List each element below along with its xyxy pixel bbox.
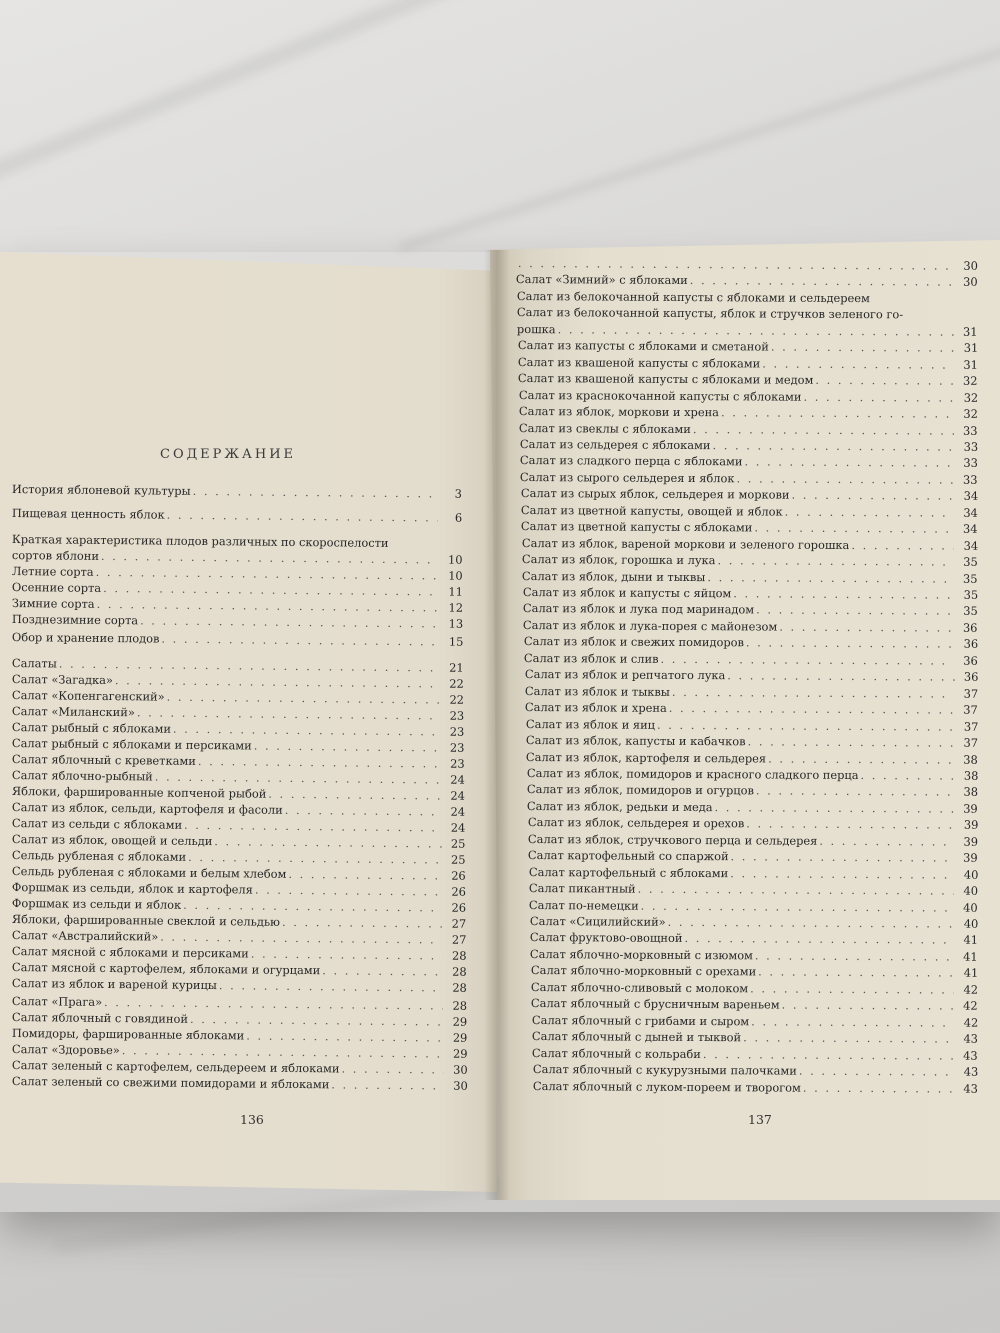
toc-leader-dots [251,947,443,963]
toc-leader-dots [758,965,954,980]
toc-entry-page: 22 [449,676,464,691]
toc-entry-page: 23 [449,740,465,755]
toc-entry-page: 39 [963,850,978,865]
toc-leader-dots [669,701,954,717]
toc-leader-dots [731,849,954,864]
toc-entry-page: 39 [963,817,978,833]
toc-entry-title: Салат из яблок и яиц [525,716,655,732]
toc-entry-page: 24 [450,788,466,803]
toc-entry-page: 33 [963,456,978,471]
toc-entry [526,766,978,783]
toc-entry-page: 34 [963,489,978,504]
toc-entry-page: 35 [963,554,978,569]
toc-entry-title: Салат из сырого сельдерея и яблок [520,469,735,486]
toc-leader-dots [193,484,438,501]
toc-leader-dots [155,769,441,786]
toc-leader-dots [672,685,954,701]
toc-leader-dots [743,1030,954,1045]
toc-leader-dots [254,739,441,755]
toc-entry-page: 32 [963,373,978,388]
toc-entry-page: 33 [963,472,978,487]
toc-entry-title: Пищевая ценность яблок [11,506,165,522]
toc-entry-page: 38 [963,768,978,783]
toc-entry-title: Сельдь рубленая с яблоками [11,848,187,864]
toc-entry-title: Салат из белокочанной капусты с яблоками и сельдереем [516,288,870,306]
toc-leader-dots [782,998,954,1013]
toc-entry-page: 31 [963,324,978,339]
toc-entry-title: Салат рыбный с яблоками [11,720,172,736]
toc-leader-dots [285,803,441,819]
toc-leader-dots [747,734,954,749]
toc-entry-title: Салат мясной с картофелем, яблоками и огурцами [11,960,321,978]
toc-entry-title: Форшмак из сельди и яблок [11,896,182,912]
toc-entry-page: 28 [452,964,467,979]
toc-leader-dots [173,722,440,739]
toc-leader-dots [756,603,954,618]
toc-leader-dots [667,915,954,931]
toc-entry-title: Салат из цветной капусты с яблоками [521,519,753,535]
toc-entry-title: Салат из яблок, капусты и кабачков [525,733,746,749]
toc-entry [526,750,978,767]
toc-leader-dots [730,866,954,881]
toc-entry-title: Салат из капусты с яблоками и сметаной [517,338,769,354]
toc-entry [522,569,978,586]
toc-entry-page: 31 [963,340,978,356]
toc-entry-title: Салат «Сицилийский» [529,914,666,929]
toc-leader-dots [246,1028,443,1044]
toc-entry-title: Салат картофельный с яблоками [528,864,728,880]
toc-entry-title: Салат из яблок, дыни и тыквы [522,568,706,584]
toc-entry-page: 32 [963,390,978,405]
toc-entry-title: Салат из яблок, вареной моркови и зеленого горошка [521,535,850,552]
toc-entry-page: 34 [963,521,978,536]
toc-entry-page: 41 [963,949,978,964]
toc-entry [530,914,978,931]
toc-entry-title: Салат из яблок и тыквы [524,683,670,699]
toc-leader-dots [188,850,442,867]
toc-entry [518,355,978,372]
toc-entry-title: Салат из яблок, помидоров и красного сладкого перца [526,765,859,782]
toc-entry-title: Салат яблочный с кукурузными палочками [532,1062,797,1078]
toc-entry-page: 40 [963,916,978,931]
toc-entry-title: История яблоневой культуры [11,482,191,498]
toc-entry-page: 23 [450,756,465,771]
toc-entry [525,717,978,734]
toc-entry [517,322,978,339]
toc-entry [524,651,978,668]
toc-entry-title: Салат зеленый со свежими помидорами и яблоками [11,1074,330,1092]
toc-leader-dots [785,504,954,519]
toc-leader-dots [341,1061,443,1076]
toc-entry-page: 30 [453,1078,468,1093]
toc-entry-page: 37 [963,735,978,750]
toc-entry [520,437,978,454]
toc-entry [530,947,978,964]
toc-entry-page: 35 [963,587,978,602]
toc-entry-title: Салат яблочно-морковный с изюмом [530,946,754,963]
toc-entry-page: 35 [963,604,978,619]
toc-entry-page: 36 [963,620,978,635]
toc-leader-dots [755,948,954,963]
toc-leader-dots [214,834,441,850]
toc-leader-dots [851,538,954,553]
toc-entry-page: 15 [448,634,464,649]
toc-entry [532,1013,978,1030]
toc-entry-page: 27 [451,916,467,931]
toc-entry-page: 23 [449,708,465,723]
toc-entry-title: Осенние сорта [11,580,102,595]
toc-leader-dots [184,818,441,835]
toc-entry-page: 34 [963,538,978,553]
toc-entry-title: Салат из яблок и слив [524,650,659,666]
toc-entry-title: Салат яблочный с брусничным вареньем [531,996,781,1012]
toc-entry-page: 39 [963,801,978,816]
toc-entry-page: 26 [451,900,467,915]
toc-entry-page: 23 [449,724,465,739]
toc-entry-title: Салат «Зимний» с яблоками [516,272,689,288]
toc-leader-dots [755,521,954,536]
toc-entry-title: Салат из квашеной капусты с яблоками [517,354,761,371]
toc-leader-dots [791,488,954,503]
toc-leader-dots [161,632,439,649]
toc-entry [523,585,978,602]
toc-entry-page: 40 [963,900,978,915]
toc-entry-title: Краткая характеристика плодов различных по скороспелости [11,532,389,550]
toc-entry-title: Салат из яблок и свежих помидоров [523,634,744,650]
toc-entry-title: Салат из квашеной капусты с яблоками и медом [518,371,814,387]
toc-entry-page: 29 [452,1046,468,1061]
toc-entry [527,799,978,816]
toc-entry-title: Салат яблочный с луком-пореем и творогом [532,1078,801,1095]
marble-vein [398,0,1000,251]
toc-entry-page: 27 [451,932,467,947]
toc-entry-page: 22 [449,692,465,707]
toc-entry-page: 29 [452,1014,468,1029]
toc-entry-title: Салат из яблок и лука-порея с майонезом [523,617,778,634]
toc-entry [528,832,978,849]
toc-leader-dots [198,754,441,771]
toc-entry-page: 11 [448,584,463,599]
toc-leader-dots [819,834,954,849]
toc-entry-title: Салат «Миланский» [11,704,135,720]
toc-entry-page: 43 [963,1031,978,1046]
toc-entry [522,552,978,569]
toc-entry-title: Салат из белокочанной капусты, яблок и стручков зеленого го- [516,305,904,322]
toc-entry [526,733,978,750]
toc-entry [525,684,978,701]
toc-entry-page: 33 [963,423,978,438]
toc-entry-page: 12 [448,600,464,615]
toc-leader-dots [518,256,954,273]
toc-entry-page: 39 [963,834,978,849]
toc-entry-title: Салат рыбный с яблоками и персиками [11,736,252,753]
toc-entry-page: 26 [451,884,466,899]
toc-leader-dots [756,784,954,799]
toc-entry [522,536,978,553]
toc-entry-title: Салат из яблок, картофеля и сельдерея [526,749,767,765]
toc-entry [519,404,978,421]
toc-leader-dots [799,1064,954,1079]
toc-leader-dots [219,978,443,994]
toc-entry-page: 30 [453,1062,468,1077]
toc-entry-page: 35 [963,571,978,586]
toc-entry [532,1029,978,1046]
toc-leader-dots [638,882,954,898]
toc-leader-dots [745,455,954,470]
toc-leader-dots [690,273,954,289]
toc-leader-dots [771,340,954,355]
toc-leader-dots [322,963,443,978]
toc-entry-page: 43 [963,1064,978,1079]
toc-leader-dots [768,751,954,766]
toc-entry-title: Салат мясной с яблоками и персиками [11,944,249,961]
toc-entry-page: 10 [448,552,463,567]
toc-entry-title: Салат из цветной капусты, овощей и яблок [521,502,783,519]
toc-entry-title: Салат яблочно-рыбный [11,768,153,784]
toc-leader-dots [167,508,439,525]
toc-entry-page: 42 [963,998,978,1013]
toc-leader-dots [803,1080,954,1095]
toc-entry-title: Форшмак из сельди, яблок и картофеля [11,880,253,897]
toc-entry-page: 33 [963,439,978,454]
toc-entry-title: Салат «Здоровье» [11,1042,120,1058]
toc-entry-title: Салат из сельдерея с яблоками [519,436,711,453]
toc-leader-dots [746,636,954,651]
toc-entry-page: 25 [451,852,466,867]
toc-entry-page: 30 [963,275,978,290]
toc-entry-page: 43 [963,1048,978,1063]
toc-leader-dots [708,570,954,586]
page-number-left: 136 [240,1112,264,1127]
toc-entry-page: 3 [454,486,462,501]
toc-entry-page: 36 [963,637,978,652]
toc-entry-title: Салат из сырых яблок, сельдерея и моркови [520,486,790,502]
toc-entry-page: 43 [963,1081,978,1096]
toc-entry-page: 37 [963,702,978,717]
toc-leader-dots [733,586,954,601]
toc-entry-title: Салат из яблок, редьки и меда [527,798,713,814]
toc-entry-title: Салат «Загадка» [11,672,113,688]
toc-entry-title: Салат из яблок, моркови и хрена [518,404,720,420]
toc-leader-dots [190,1012,443,1029]
toc-heading: СОДЕРЖАНИЕ [160,447,297,462]
toc-entry-title: Зимние сорта [11,596,95,611]
toc-entry [531,980,978,997]
toc-leader-dots [167,690,440,707]
toc-entry [529,898,978,915]
toc-entry-page: 38 [963,752,978,767]
toc-entry-page: 40 [963,867,978,882]
toc-entry-page: 28 [451,948,467,963]
toc-entry [518,371,978,388]
toc-entry-title: сортов яблони [11,548,100,563]
toc-entry-title: Салат из сладкого перца с яблоками [519,453,743,469]
toc-entry-title: Салат по-немецки [529,897,639,913]
toc-entry-title: Салат из яблок и репчатого лука [524,667,725,683]
toc-entry-page: 6 [454,510,463,525]
toc-entry-page: 31 [963,357,978,372]
toc-entry [520,470,978,487]
toc-entry [528,865,977,882]
toc-entry-page: 42 [963,1015,978,1030]
toc-entry-page: 10 [448,568,463,583]
toc-entry-title: Салат пикантный [528,881,636,896]
toc-leader-dots [746,817,954,832]
toc-entry-page: 28 [452,998,468,1013]
toc-entry-title: Салат яблочный с грибами и сыром [531,1012,749,1029]
toc-entry [517,289,978,306]
toc-entry [516,256,978,273]
toc-entry-title: Салат из яблок, стручкового перца и сельдерея [527,831,818,848]
toc-entry-title: Салат из сельди с яблоками [11,816,183,832]
toc-entry-title: Обор и хранение плодов [11,630,160,646]
toc-entry-title: Яблоки, фаршированные копченой рыбой [11,784,267,801]
toc-entry-page: 25 [450,836,466,851]
toc-leader-dots [727,668,954,683]
toc-entry [519,388,978,405]
toc-entry [529,881,978,898]
toc-entry-title: Позднезимние сорта [11,612,139,628]
toc-entry-title: Салат из яблок, овощей и сельди [11,832,213,849]
toc-leader-dots [780,619,954,634]
toc-leader-dots [718,553,954,568]
toc-entry-page: 36 [963,669,978,685]
toc-entry-title: Летние сорта [11,564,94,579]
toc-entry-title: Салат яблочный с креветками [11,752,196,768]
toc-entry-title: Салаты [11,656,57,671]
toc-leader-dots [737,471,954,486]
toc-leader-dots [860,768,954,783]
toc-entry-title: Салат яблочный с говядиной [11,1010,189,1026]
toc-leader-dots [721,405,954,420]
toc-entry [523,618,978,635]
toc-entry-page: 37 [963,686,978,701]
toc-entry-page: 42 [963,982,978,997]
toc-entry-page: 30 [963,258,978,273]
toc-entry-title: Салат картофельный со спаржой [528,848,729,864]
toc-entry-page: 24 [450,772,465,787]
toc-entry-page: 41 [963,933,978,948]
toc-entry-title: Салат зеленый с картофелем, сельдереем и яблоками [11,1058,340,1076]
toc-entry-page: 28 [452,980,467,995]
toc-leader-dots [268,787,441,803]
toc-leader-dots [816,373,954,388]
toc-entry-page: 41 [963,965,978,981]
toc-entry-page: 37 [963,719,978,734]
toc-leader-dots [641,898,954,914]
toc-entry-page: 34 [963,505,978,520]
page-number-right: 137 [748,1112,772,1127]
toc-entry-title: Салат из яблок, сельдерея и орехов [527,815,744,831]
toc-entry-title: Салат из яблок и капусты с яйцом [522,585,732,601]
toc-leader-dots [712,438,954,453]
toc-leader-dots [657,717,954,733]
toc-entry-page: 29 [452,1030,468,1045]
toc-entry-title: Салат из краснокочанной капусты с яблоками [518,387,802,404]
toc-leader-dots [661,652,954,668]
toc-entry-title: рошка [517,321,557,337]
toc-entry-title: Салат из свеклы с яблоками [519,420,692,436]
toc-leader-dots [803,389,954,404]
toc-leader-dots [751,1014,954,1029]
toc-entry-title: Салат из яблок и вареной курицы [11,976,217,993]
toc-leader-dots [282,915,442,931]
toc-entry [525,700,978,717]
toc-entry-title: Салат «Копенгагенский» [11,688,165,704]
toc-entry-page: 24 [450,820,466,835]
toc-entry-title: Салат «Австралийский» [11,928,159,944]
toc-leader-dots [255,883,442,899]
toc-entry-title: Салат из яблок и лука под маринадом [523,601,755,617]
toc-entry [533,1062,978,1079]
toc-entry-page: 36 [963,653,978,668]
toc-leader-dots [762,356,954,371]
toc-entry-title: Салат из яблок, горошка и лука [522,552,716,568]
toc-leader-dots [715,800,954,815]
toc-entry-title: Салат фруктово-овощной [529,930,683,946]
toc-entry-title: Салат яблочно-сливовый с молоком [530,979,749,996]
toc-entry-title: Салат яблочный с дыней и тыквой [531,1029,742,1045]
book-gutter [484,250,510,1200]
toc-entry [532,1046,978,1063]
toc-leader-dots [331,1077,444,1092]
toc-entry-title: Салат яблочный с кольраби [532,1045,702,1061]
toc-entry-page: 40 [963,883,978,898]
toc-entry [533,1079,978,1096]
toc-entry [521,503,978,520]
toc-entry-title: Салат из яблок, сельди, картофеля и фасоли [11,800,283,817]
toc-entry-title: Салат яблочно-морковный с орехами [530,963,756,979]
marble-vein [0,0,627,185]
toc-leader-dots [183,898,442,915]
toc-entry-page: 38 [963,785,978,800]
toc-leader-dots [288,867,442,883]
toc-leader-dots [558,322,954,338]
toc-entry-title: Салат из яблок и хрена [525,700,667,716]
toc-leader-dots [703,1047,954,1063]
toc-leader-dots [750,981,954,996]
toc-entry-page: 26 [451,868,466,883]
toc-entry-title: Яблоки, фаршированные свеклой и сельдью [11,912,281,929]
toc-entry-page: 32 [963,406,978,421]
toc-entry-page: 21 [449,660,464,675]
toc-entry [519,421,978,438]
toc-leader-dots [693,422,954,438]
toc-entry-page: 13 [448,616,464,631]
toc-entry-title: Салат из яблок, помидоров и огурцов [526,782,754,798]
toc-leader-dots [160,930,442,947]
toc-entry-title: Помидоры, фаршированные яблоками [11,1026,245,1043]
toc-leader-dots [684,931,954,947]
toc-entry-title: Салат «Прага» [11,994,103,1009]
toc-entry-page: 24 [450,804,466,819]
toc-entry-title: Сельдь рубленая с яблоками и белым хлебом [11,864,287,881]
